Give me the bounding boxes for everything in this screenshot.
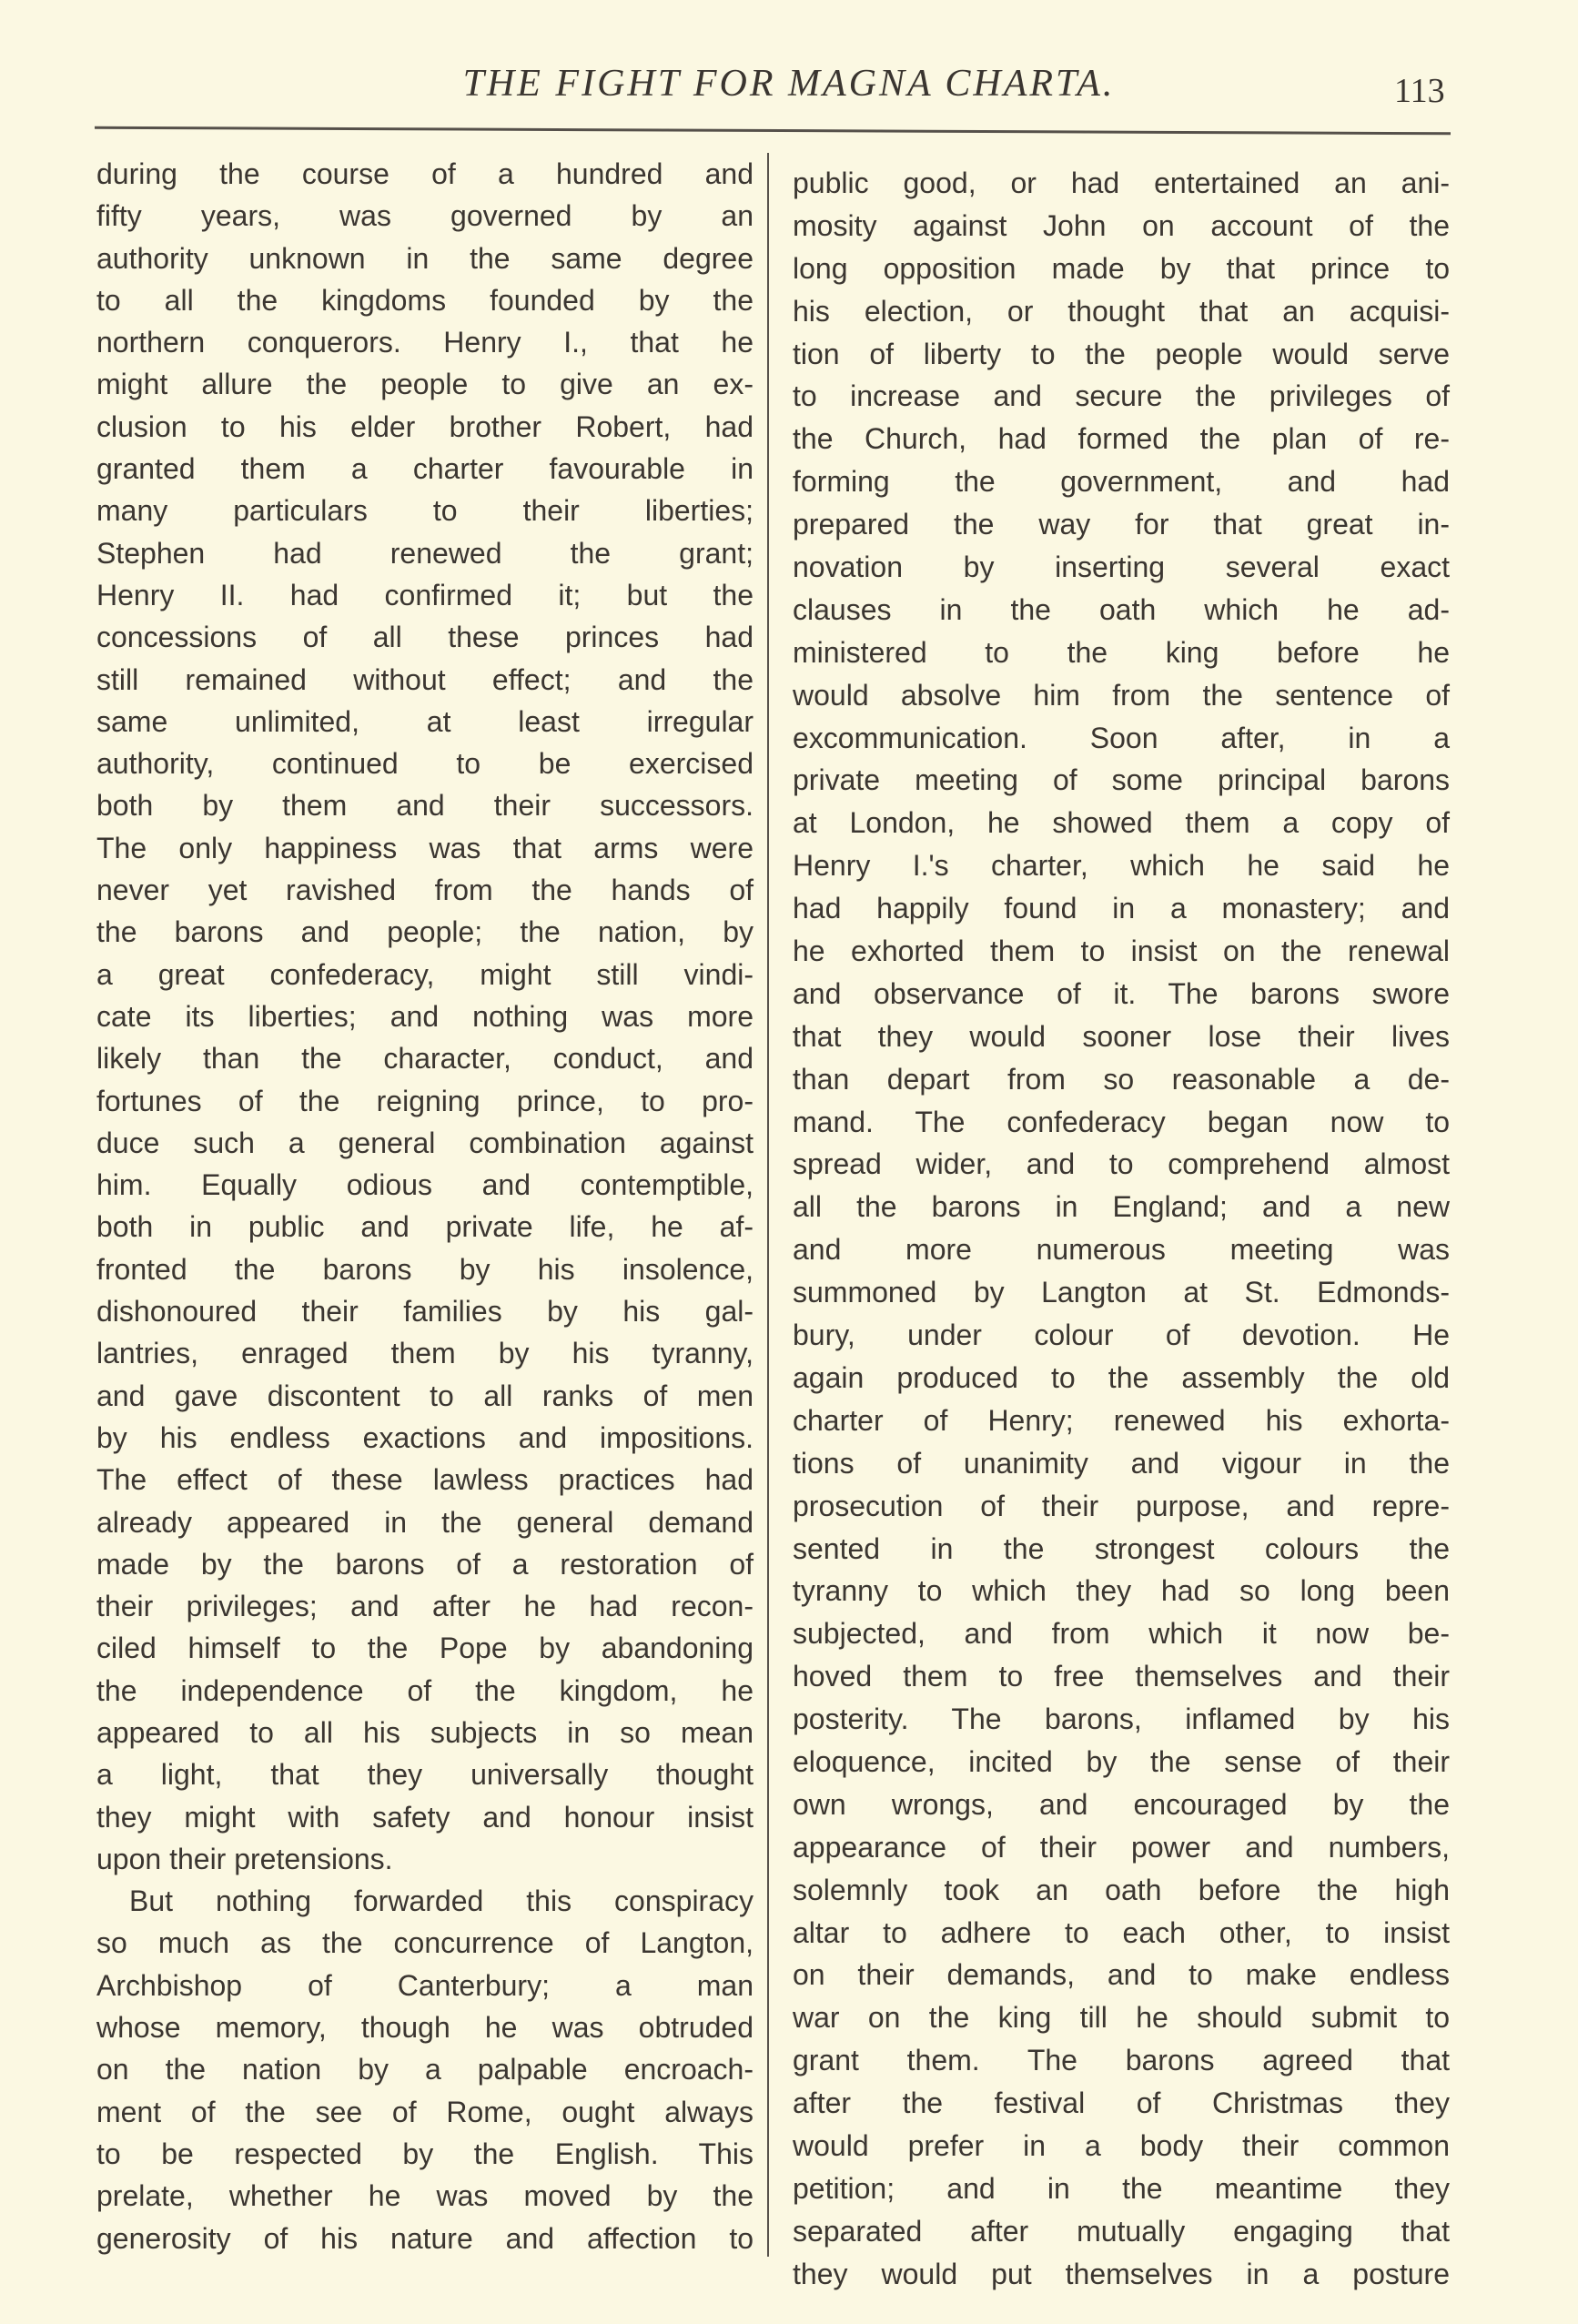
text-line: But nothing forwarded this conspiracy [129, 1884, 754, 1918]
text-line: posterity. The barons, inflamed by his [793, 1703, 1450, 1736]
text-line: might allure the people to give an ex- [96, 368, 754, 401]
text-line: own wrongs, and encouraged by the [793, 1787, 1450, 1821]
text-line: appearance of their power and numbers, [793, 1830, 1450, 1864]
text-line: altar to adhere to each other, to insist [793, 1915, 1450, 1949]
text-line: and more numerous meeting was [793, 1233, 1450, 1267]
text-line: so much as the concurrence of Langton, [96, 1926, 754, 1960]
text-line: the independence of the kingdom, he [96, 1673, 754, 1707]
text-line: separated after mutually engaging that [793, 2214, 1450, 2248]
text-line: again produced to the assembly the old [793, 1360, 1450, 1394]
text-line: cate its liberties; and nothing was more [96, 999, 754, 1033]
text-line: many particulars to their liberties; [96, 494, 754, 528]
text-line: novation by inserting several exact [793, 551, 1450, 584]
text-line: whose memory, though he was obtruded [96, 2011, 754, 2045]
text-line: concessions of all these princes had [96, 621, 754, 654]
text-line: private meeting of some principal barons [793, 763, 1450, 797]
text-line: the Church, had formed the plan of re- [793, 422, 1450, 456]
text-line: after the festival of Christmas they [793, 2087, 1450, 2120]
text-line: would prefer in a body their common [793, 2128, 1450, 2162]
text-line: bury, under colour of devotion. He [793, 1319, 1450, 1352]
text-line: their privileges; and after he had recon- [96, 1590, 754, 1623]
text-line: war on the king till he should submit to [793, 2001, 1450, 2035]
text-line: excommunication. Soon after, in a [793, 721, 1450, 754]
text-line: eloquence, incited by the sense of their [793, 1744, 1450, 1778]
text-line: charter of Henry; renewed his exhorta- [793, 1403, 1450, 1437]
text-line: already appeared in the general demand [96, 1505, 754, 1539]
text-line: he exhorted them to insist on the renewal [793, 935, 1450, 968]
text-line: likely than the character, conduct, and [96, 1042, 754, 1076]
text-line: mosity against John on account of the [793, 208, 1450, 242]
text-line: on the nation by a palpable encroach- [96, 2053, 754, 2087]
text-line: generosity of his nature and affection to [96, 2221, 754, 2255]
text-line: to be respected by the English. This [96, 2137, 754, 2170]
text-line: authority, continued to be exercised [96, 747, 754, 781]
text-line: fortunes of the reigning prince, to pro- [96, 1084, 754, 1117]
text-line: fifty years, was governed by an [96, 199, 754, 233]
text-line: the barons and people; the nation, by [96, 915, 754, 949]
running-head-title: THE FIGHT FOR MAGNA CHARTA. [462, 63, 1116, 105]
text-line: fronted the barons by his insolence, [96, 1252, 754, 1286]
page-number: 113 [1394, 72, 1445, 110]
text-line: prelate, whether he was moved by the [96, 2179, 754, 2213]
text-line: duce such a general combination against [96, 1126, 754, 1159]
text-line: and observance of it. The barons swore [793, 976, 1450, 1010]
text-line: spread wider, and to comprehend almost [793, 1147, 1450, 1181]
text-line: him. Equally odious and contemptible, [96, 1168, 754, 1202]
text-line: authority unknown in the same degree [96, 241, 754, 275]
left-text-column [96, 153, 754, 2259]
text-line: his election, or thought that an acquisi- [793, 294, 1450, 328]
text-line: and gave discontent to all ranks of men [96, 1379, 754, 1412]
text-line: subjected, and from which it now be- [793, 1617, 1450, 1651]
text-line: Henry I.'s charter, which he said he [793, 849, 1450, 883]
text-line: The effect of these lawless practices had [96, 1463, 754, 1497]
text-line: a light, that they universally thought [96, 1758, 754, 1792]
text-line: Archbishop of Canterbury; a man [96, 1968, 754, 2002]
text-line: they might with safety and honour insist [96, 1800, 754, 1834]
text-line: appeared to all his subjects in so mean [96, 1715, 754, 1749]
text-line: still remained without effect; and the [96, 662, 754, 696]
text-line: than depart from so reasonable a de- [793, 1062, 1450, 1096]
text-line: to increase and secure the privileges of [793, 379, 1450, 413]
header-rule [95, 126, 1451, 136]
text-line: granted them a charter favourable in [96, 452, 754, 486]
text-line: all the barons in England; and a new [793, 1190, 1450, 1224]
text-line: Henry II. had confirmed it; but the [96, 578, 754, 611]
text-line: prosecution of their purpose, and repre- [793, 1489, 1450, 1522]
text-line: ment of the see of Rome, ought always [96, 2095, 754, 2128]
text-line: by his endless exactions and impositions. [96, 1420, 754, 1454]
text-line: Stephen had renewed the grant; [96, 536, 754, 570]
text-line: to all the kingdoms founded by the [96, 283, 754, 317]
text-line: both by them and their successors. [96, 789, 754, 823]
text-line: tion of liberty to the people would serve [793, 337, 1450, 370]
text-line: grant them. The barons agreed that [793, 2044, 1450, 2077]
text-line: petition; and in the meantime they [793, 2171, 1450, 2205]
text-line: summoned by Langton at St. Edmonds- [793, 1276, 1450, 1309]
text-line: made by the barons of a restoration of [96, 1547, 754, 1581]
text-line: both in public and private life, he af- [96, 1210, 754, 1244]
text-line: clusion to his elder brother Robert, had [96, 409, 754, 443]
text-line: upon their pretensions. [96, 1842, 393, 1875]
text-line: they would put themselves in a posture [793, 2257, 1450, 2290]
text-line: northern conquerors. Henry I., that he [96, 326, 754, 359]
text-line: The only happiness was that arms were [96, 831, 754, 864]
text-line: lantries, enraged them by his tyranny, [96, 1337, 754, 1370]
text-line: during the course of a hundred and [96, 157, 754, 190]
text-line: ciled himself to the Pope by abandoning [96, 1632, 754, 1665]
text-line: tyranny to which they had so long been [793, 1574, 1450, 1608]
text-line: never yet ravished from the hands of [96, 874, 754, 907]
column-divider [767, 153, 769, 2257]
text-line: a great confederacy, might still vindi- [96, 957, 754, 991]
text-line: sented in the strongest colours the [793, 1531, 1450, 1565]
text-line: clauses in the oath which he ad- [793, 592, 1450, 626]
text-line: same unlimited, at least irregular [96, 704, 754, 738]
text-line: tions of unanimity and vigour in the [793, 1446, 1450, 1480]
text-line: at London, he showed them a copy of [793, 806, 1450, 840]
text-line: dishonoured their families by his gal- [96, 1295, 754, 1329]
right-text-column [793, 162, 1450, 2296]
text-line: that they would sooner lose their lives [793, 1019, 1450, 1053]
text-line: long opposition made by that prince to [793, 251, 1450, 285]
text-line: would absolve him from the sentence of [793, 678, 1450, 712]
text-line: public good, or had entertained an ani- [793, 167, 1450, 199]
text-line: on their demands, and to make endless [793, 1958, 1450, 1992]
text-line: prepared the way for that great in- [793, 508, 1450, 541]
text-line: hoved them to free themselves and their [793, 1660, 1450, 1693]
text-line: had happily found in a monastery; and [793, 892, 1450, 925]
text-line: solemnly took an oath before the high [793, 1873, 1450, 1906]
text-line: mand. The confederacy began now to [793, 1105, 1450, 1138]
text-line: ministered to the king before he [793, 635, 1450, 669]
text-line: forming the government, and had [793, 465, 1450, 499]
